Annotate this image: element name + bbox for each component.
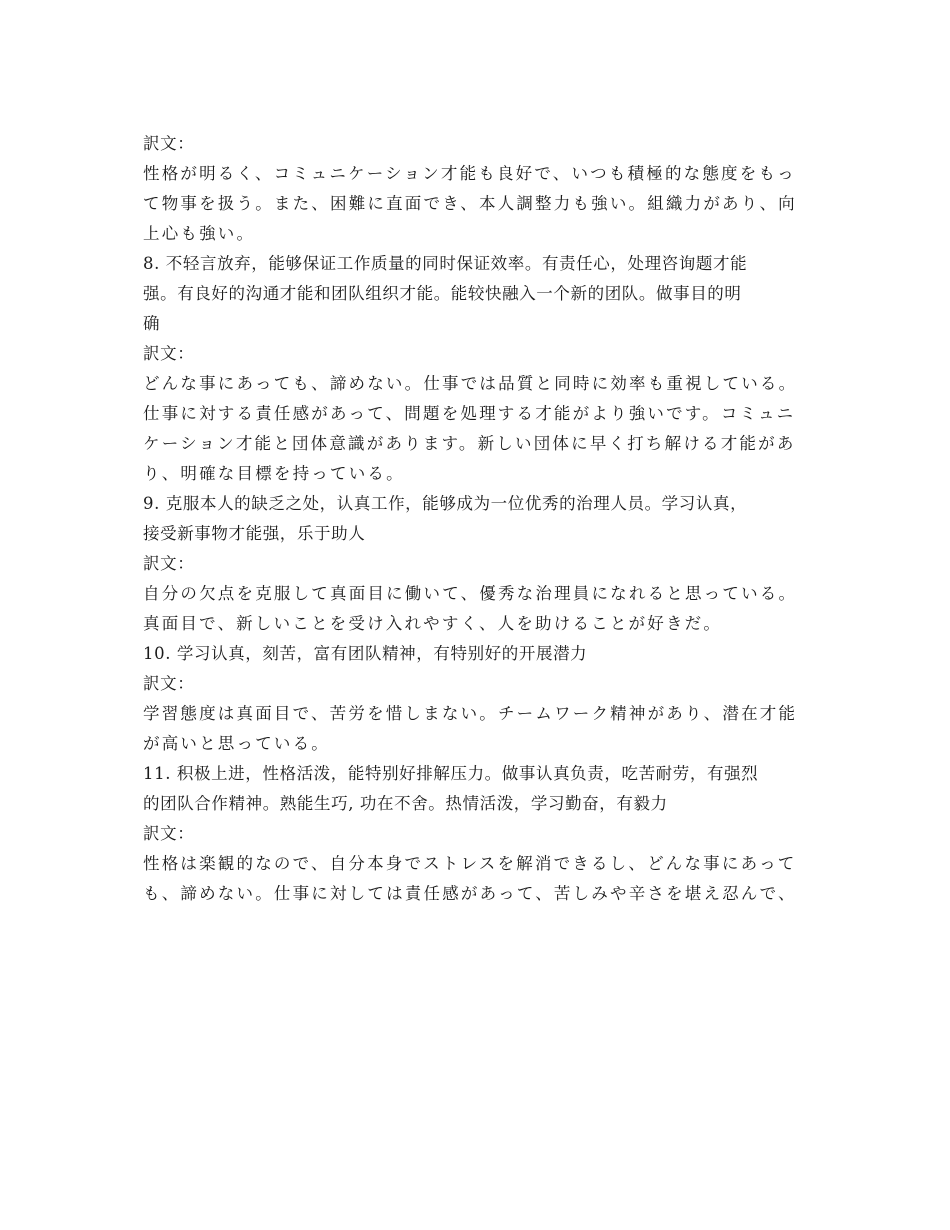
text-line: 11. 积极上进，性格活泼，能特别好排解压力。做事认真负责，吃苦耐劳，有强烈 bbox=[143, 764, 759, 783]
document-page bbox=[143, 129, 807, 909]
japanese-paragraph bbox=[143, 369, 807, 489]
text-line: 訳文： bbox=[143, 824, 195, 843]
text-line: どんな事にあっても、諦めない。仕事では品質と同時に効率も重視している。 bbox=[143, 374, 798, 393]
text-line: 性格が明るく、コミュニケーション才能も良好で、いつも積極的な態度をもっ bbox=[143, 164, 796, 183]
text-line: 真面目で、新しいことを受け入れやすく、人を助けることが好きだ。 bbox=[143, 614, 723, 633]
chinese-item-8 bbox=[143, 249, 807, 339]
text-line: 上心も強い。 bbox=[143, 224, 256, 243]
japanese-paragraph bbox=[143, 699, 807, 759]
text-line: 性格は楽観的なので、自分本身でストレスを解消できるし、どんな事にあって bbox=[143, 854, 797, 873]
text-line: 确 bbox=[143, 314, 161, 333]
text-line: 訳文： bbox=[143, 344, 195, 363]
translation-heading bbox=[143, 819, 807, 849]
text-line: 学習態度は真面目で、苦労を惜しまない。チームワーク精神があり、潜在才能 bbox=[143, 704, 798, 723]
text-line: り、明確な目標を持っている。 bbox=[143, 464, 405, 483]
text-line: 接受新事物才能强，乐于助人 bbox=[143, 524, 366, 543]
text-line: 9. 克服本人的缺乏之处，认真工作，能够成为一位优秀的治理人员。学习认真， bbox=[143, 494, 748, 513]
text-line: も、諦めない。仕事に対しては責任感があって、苦しみや辛さを堪え忍んで、 bbox=[143, 884, 797, 903]
chinese-item-9 bbox=[143, 489, 807, 549]
text-line: 訳文： bbox=[143, 674, 195, 693]
text-line: 訳文： bbox=[143, 134, 195, 153]
translation-heading bbox=[143, 549, 807, 579]
japanese-paragraph bbox=[143, 849, 807, 909]
text-line: 訳文： bbox=[143, 554, 195, 573]
translation-heading bbox=[143, 339, 807, 369]
text-line: 自分の欠点を克服して真面目に働いて、優秀な治理員になれると思っている。 bbox=[143, 584, 798, 603]
japanese-paragraph bbox=[143, 159, 807, 249]
translation-heading bbox=[143, 129, 807, 159]
text-line: 的团队合作精神。熟能生巧, 功在不舍。热情活泼，学习勤奋，有毅力 bbox=[143, 794, 668, 813]
text-line: ケーション才能と団体意識があります。新しい団体に早く打ち解ける才能があ bbox=[143, 434, 796, 453]
text-line: 8. 不轻言放弃，能够保证工作质量的同时保证效率。有责任心，处理咨询题才能 bbox=[143, 254, 748, 273]
chinese-item-11 bbox=[143, 759, 807, 819]
text-line: が高いと思っている。 bbox=[143, 734, 330, 753]
text-line: 强。有良好的沟通才能和团队组织才能。能较快融入一个新的团队。做事目的明 bbox=[143, 284, 742, 303]
chinese-item-10 bbox=[143, 639, 807, 669]
text-line: 仕事に対する責任感があって、問題を処理する才能がより強いです。コミュニ bbox=[143, 404, 796, 423]
text-line: 10. 学习认真，刻苦，富有团队精神，有特别好的开展潜力 bbox=[143, 644, 588, 663]
japanese-paragraph bbox=[143, 579, 807, 639]
text-line: て物事を扱う。また、困難に直面でき、本人調整力も強い。組織力があり、向 bbox=[143, 194, 797, 213]
translation-heading bbox=[143, 669, 807, 699]
